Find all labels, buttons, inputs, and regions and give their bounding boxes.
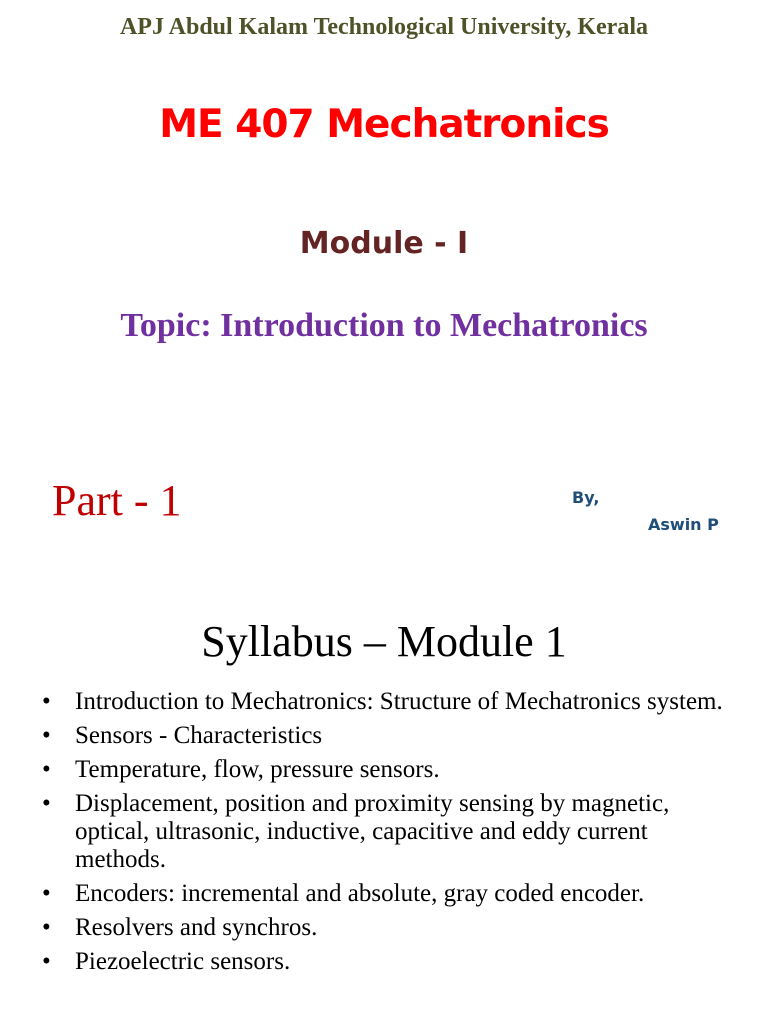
syllabus-item-text: Sensors - Characteristics <box>75 722 323 749</box>
syllabus-list <box>40 688 740 982</box>
bullet-icon: • <box>42 880 51 907</box>
bullet-icon: • <box>42 914 51 941</box>
author-name: Aswin P <box>648 515 719 534</box>
topic-label: Topic: Introduction to Mechatronics <box>120 307 648 344</box>
syllabus-slide <box>0 600 768 1024</box>
syllabus-item <box>40 948 740 976</box>
syllabus-item <box>40 790 740 874</box>
syllabus-item <box>40 688 740 716</box>
syllabus-title: Syllabus – Module 1 <box>201 617 567 666</box>
by-label: By, <box>572 488 600 507</box>
module-label: Module - I <box>299 226 469 261</box>
bullet-icon: • <box>42 756 51 783</box>
bullet-icon: • <box>42 948 51 975</box>
part-label: Part - 1 <box>52 476 182 525</box>
syllabus-item-text: Displacement, position and proximity sensing by magnetic, optical, ultrasonic, inductive, capacitive and eddy current methods. <box>75 790 670 873</box>
bullet-icon: • <box>42 790 51 817</box>
syllabus-item <box>40 756 740 784</box>
syllabus-item-text: Piezoelectric sensors. <box>75 948 291 975</box>
bullet-icon: • <box>42 688 51 715</box>
syllabus-item-text: Introduction to Mechatronics: Structure of Mechatronics system. <box>75 688 723 715</box>
syllabus-item-text: Temperature, flow, pressure sensors. <box>75 756 440 783</box>
syllabus-item-text: Resolvers and synchros. <box>75 914 318 941</box>
course-title: ME 407 Mechatronics <box>159 102 609 147</box>
university-name: APJ Abdul Kalam Technological University, Kerala <box>119 14 649 40</box>
syllabus-item <box>40 914 740 942</box>
syllabus-item <box>40 722 740 750</box>
syllabus-item-text: Encoders: incremental and absolute, gray coded encoder. <box>75 880 645 907</box>
syllabus-item <box>40 880 740 908</box>
bullet-icon: • <box>42 722 51 749</box>
